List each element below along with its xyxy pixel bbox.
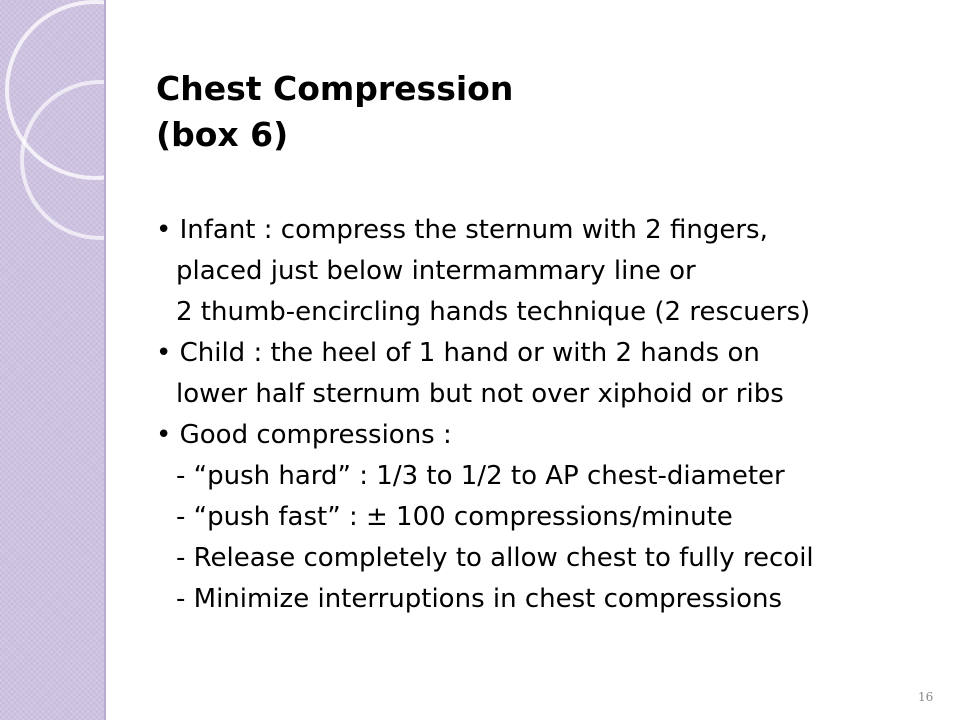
decorative-rings <box>0 0 106 300</box>
page-number: 16 <box>918 690 934 704</box>
decorative-ring-small <box>22 82 106 238</box>
slide-title <box>156 66 513 158</box>
bullet-good-compressions <box>156 415 814 620</box>
bullet-infant <box>156 210 814 333</box>
sub-bullet-line: - Minimize interruptions in chest compressions <box>176 584 783 614</box>
bullet-list <box>156 210 814 620</box>
bullet-line: • Infant : compress the sternum with 2 fingers, <box>156 215 768 245</box>
bullet-line: • Child : the heel of 1 hand or with 2 hands on <box>156 338 760 368</box>
bullet-line: lower half sternum but not over xiphoid or ribs <box>176 379 784 409</box>
bullet-child <box>156 333 814 415</box>
bullet-line: 2 thumb-encircling hands technique (2 rescuers) <box>176 297 811 327</box>
bullet-line: placed just below intermammary line or <box>176 256 696 286</box>
decorative-sidebar <box>0 0 106 720</box>
sub-bullet-line: - “push hard” : 1/3 to 1/2 to AP chest-diameter <box>176 461 785 491</box>
sub-bullet-line: - Release completely to allow chest to fully recoil <box>176 543 814 573</box>
slide-title-line: Chest Compression <box>156 69 514 108</box>
slide-subtitle-line: (box 6) <box>156 115 289 154</box>
bullet-line: • Good compressions : <box>156 420 452 450</box>
sidebar-edge <box>104 0 106 720</box>
sub-bullet-line: - “push fast” : ± 100 compressions/minute <box>176 502 733 532</box>
